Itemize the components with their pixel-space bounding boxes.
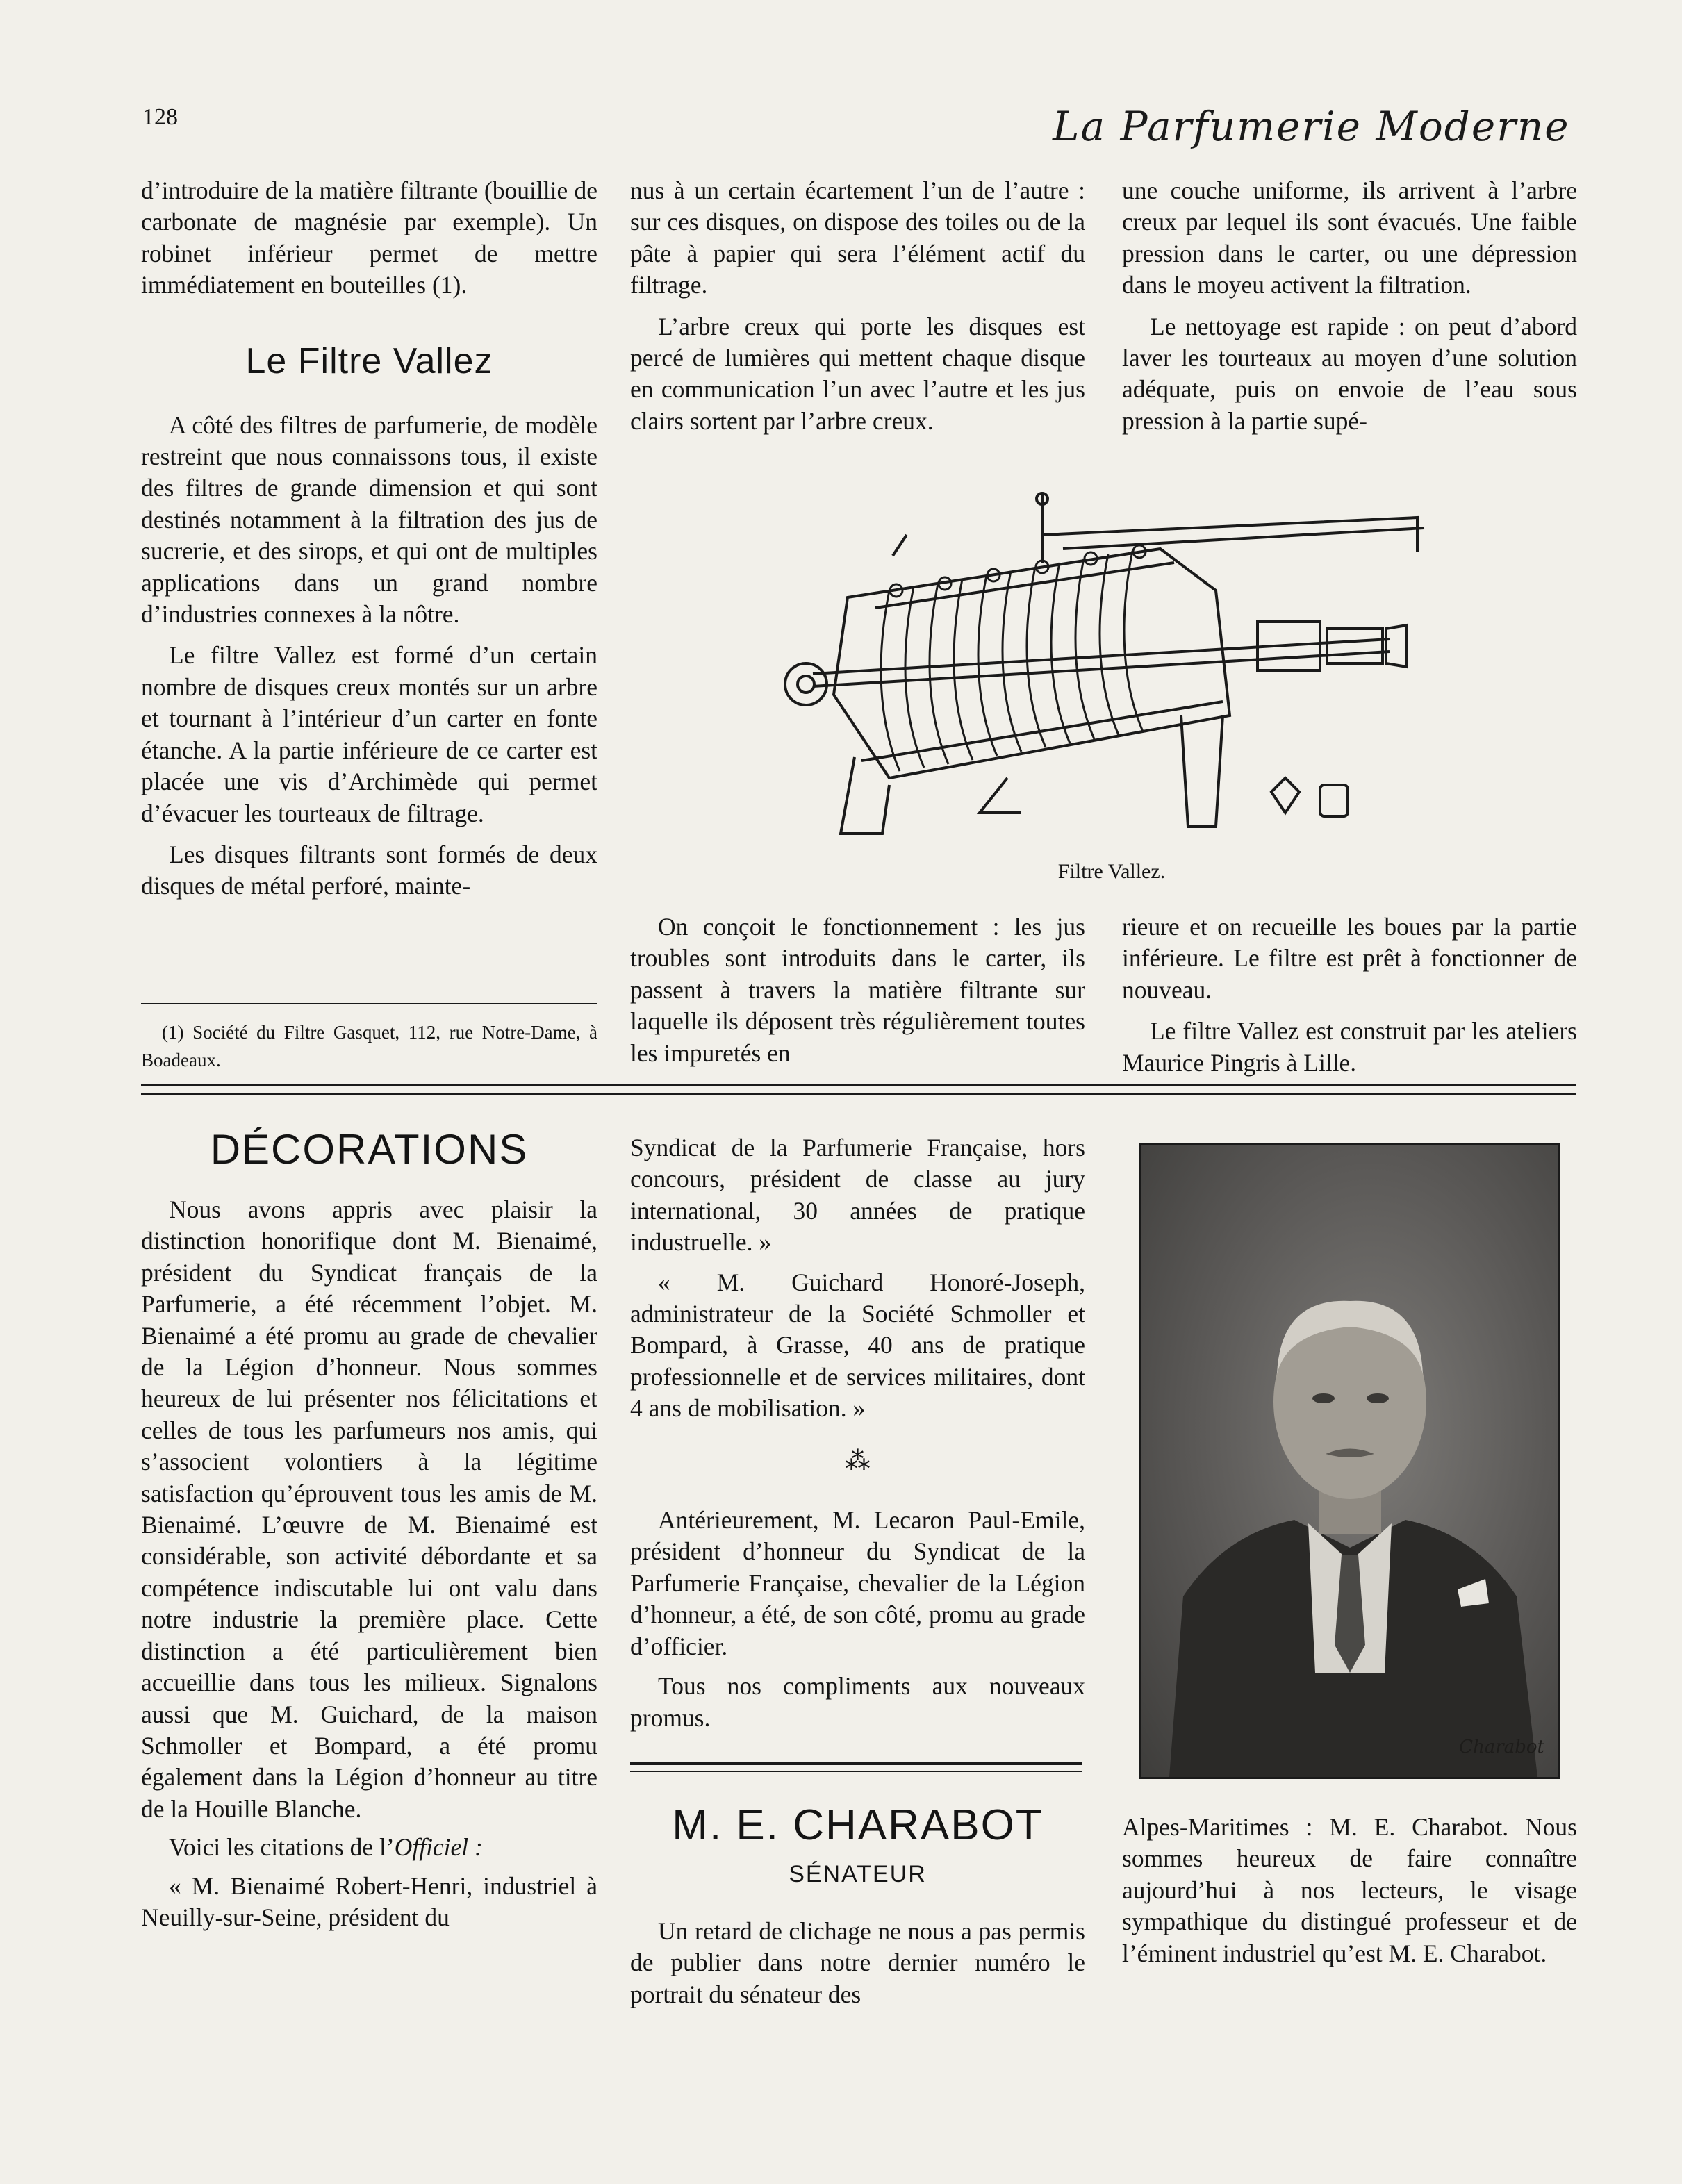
photo-signature: Charabot (1459, 1737, 1544, 1757)
filtre-column-3-bottom (1122, 911, 1577, 1079)
filtre-col3-paragraph-1: une couche uniforme, ils arrivent à l’arbre creux par lequel ils sont évacués. Une faible pression dans le carter, ou une dépression dans le moyeu activent la filtration. (1122, 176, 1577, 299)
footnote: (1) Société du Filtre Gasquet, 112, rue Notre-Dame, à Boadeaux. (141, 1022, 597, 1070)
decorations-heading: DÉCORATIONS (210, 1126, 529, 1173)
footnote-rule (141, 1003, 597, 1004)
filtre-column-3-top (1122, 175, 1577, 437)
decorations-officiel: Officiel : (394, 1833, 483, 1862)
charabot-column-3 (1122, 1812, 1577, 1969)
decorations-citations-lead: Voici les citations de l’ (169, 1833, 395, 1862)
filtre-paragraph-3: Les disques filtrants sont formés de deux disques de métal perforé, mainte- (141, 840, 597, 900)
charabot-column-2 (630, 1801, 1085, 2010)
filtre-paragraph-2: Le filtre Vallez est formé d’un certain nombre de disques creux montés sur un arbre et tournant à l’intérieur d’un carter en fonte étanche. A la partie inférieure de ce carter est placée une vis d’Archimède qui permet d’évacuer les tourteaux de filtrage. (141, 641, 597, 827)
filtre-vallez-illustration (771, 486, 1431, 841)
charabot-paragraph-1: Un retard de clichage ne nous a pas permis de publier dans notre dernier numéro le portrait du sénateur des (630, 1917, 1085, 2008)
decorations-paragraph-1: Nous avons appris avec plaisir la distinction honorifique dont M. Bienaimé, président du Syndicat français de la Parfumerie, a été récemment l’objet. M. Bienaimé a été promu au grade de chevalier de la Légion d’honneur. Nous sommes heureux de lui présenter nos félicitations et celles de tous les parfumeurs nos amis, qui s’associent volontiers à la légitime satisfaction qu’éprouvent tous les amis de M. Bienaimé. L’œuvre de M. Bienaimé est considérable, son activité débordante et sa compétence indiscutable lui ont valu dans notre industrie la première place. Cette distinction a été particulièrement bien accueillie dans tous les milieux. Signalons aussi que M. Guichard, de la maison Schmoller et Bompard, a été promu également dans la Légion d’honneur au titre de la Houille Blanche. (141, 1196, 597, 1823)
filtre-col2-paragraph-2: L’arbre creux qui porte les disques est percé de lumières qui mettent chaque disque en communication l’un avec l’autre et les jus clairs sortent par l’arbre creux. (630, 312, 1085, 435)
filtre-heading: Le Filtre Vallez (245, 340, 493, 381)
figure-caption: Filtre Vallez. (1057, 860, 1166, 883)
filtre-col3-paragraph-3: rieure et on recueille les boues par la partie inférieure. Le filtre est prêt à fonctionner de nouveau. (1122, 913, 1577, 1004)
decorations-column-2 (630, 1132, 1085, 1734)
filtre-col3-paragraph-2: Le nettoyage est rapide : on peut d’abord laver les tourteaux au moyen d’une solution adéquate, puis on envoie de l’eau sous pression à la partie supé- (1122, 312, 1577, 435)
filtre-column-2-bottom (630, 911, 1085, 1069)
filtre-col3-paragraph-4: Le filtre Vallez est construit par les ateliers Maurice Pingris à Lille. (1122, 1017, 1577, 1077)
filtre-col2-paragraph-1: nus à un certain écartement l’un de l’autre : sur ces disques, on dispose des toiles ou de la pâte à papier qui sera l’élément actif du filtrage. (630, 176, 1085, 299)
charabot-subheading: SÉNATEUR (789, 1861, 927, 1887)
asterism: ⁂ (845, 1446, 871, 1475)
section-divider-top (141, 1084, 1576, 1086)
decorations-col2-paragraph-1: Syndicat de la Parfumerie Française, hors concours, président de classe au jury international, 30 années de pratique industruelle. » (630, 1134, 1085, 1257)
section-divider-bottom (141, 1093, 1576, 1095)
filtre-column-1 (141, 175, 597, 902)
charabot-divider-top (630, 1762, 1082, 1765)
portrait-figure (1141, 1145, 1558, 1777)
charabot-paragraph-2: Alpes-Maritimes : M. E. Charabot. Nous sommes heureux de faire connaître aujourd’hui à nos lecteurs, le visage sympathique du distingué professeur et de l’éminent industriel qu’est M. E. Charabot. (1122, 1813, 1577, 1967)
charabot-divider-bottom (630, 1771, 1082, 1772)
decorations-column-1 (141, 1125, 597, 1933)
charabot-heading: M. E. CHARABOT (672, 1801, 1044, 1849)
decorations-col2-paragraph-2: « M. Guichard Honoré-Joseph, administrateur de la Société Schmoller et Bompard, à Grasse, 40 ans de pratique professionnelle et de services militaires, dont 4 ans de mobilisation. » (630, 1268, 1085, 1423)
decorations-paragraph-2 (141, 1832, 597, 1863)
decorations-paragraph-3: « M. Bienaimé Robert-Henri, industriel à Neuilly-sur-Seine, président du (141, 1871, 597, 1931)
decorations-col2-paragraph-4: Tous nos compliments aux nouveaux promus. (630, 1672, 1085, 1732)
filtre-col2-paragraph-3: On conçoit le fonctionnement : les jus troubles sont introduits dans le carter, ils passent à travers la matière filtrante sur laquelle ils déposent très régulièrement toutes les impuretés en (630, 913, 1085, 1067)
decorations-col2-paragraph-3: Antérieurement, M. Lecaron Paul-Emile, président d’honneur du Syndicat de la Parfumerie Française, chevalier de la Légion d’honneur, a été, de son côté, promu au grade d’officier. (630, 1506, 1085, 1660)
portrait-photo (1139, 1143, 1560, 1779)
page-number: 128 (142, 104, 178, 130)
filtre-column-2-top (630, 175, 1085, 437)
filtre-paragraph-1: A côté des filtres de parfumerie, de modèle restreint que nous connaissons tous, il existe des filtres de grande dimension et qui sont destinés notamment à la filtration des jus de sucrerie, et des sirops, et qui ont de multiples applications dans un grand nombre d’industries connexes à la nôtre. (141, 411, 597, 629)
filtre-intro-paragraph: d’introduire de la matière filtrante (bouillie de carbonate de magnésie par exemple). Un robinet inférieur permet de mettre immédiatement en bouteilles (1). (141, 176, 597, 299)
journal-title: La Parfumerie Moderne (1053, 103, 1570, 150)
